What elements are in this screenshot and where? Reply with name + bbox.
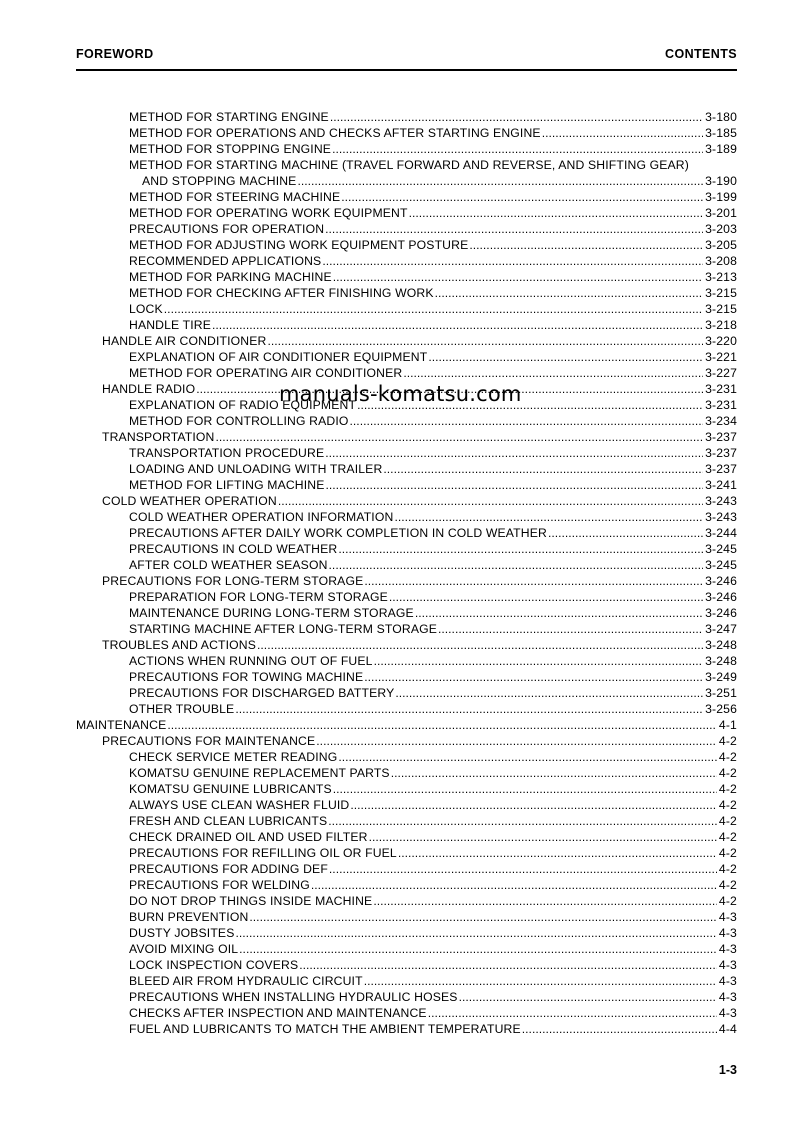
- toc-leader-dots: [333, 781, 717, 797]
- toc-entry-title: METHOD FOR OPERATIONS AND CHECKS AFTER STARTING ENGINE: [129, 126, 541, 140]
- toc-leader-dots: [364, 573, 703, 589]
- toc-entry-page: 3-237: [705, 446, 737, 460]
- toc-leader-dots: [329, 557, 704, 573]
- toc-entry-page: 4-2: [718, 814, 737, 828]
- toc-entry[interactable]: [76, 797, 737, 813]
- toc-entry[interactable]: [76, 221, 737, 237]
- toc-leader-dots: [325, 221, 703, 237]
- toc-entry-page: 3-241: [705, 478, 737, 492]
- toc-leader-dots: [212, 317, 703, 333]
- toc-leader-dots: [332, 141, 703, 157]
- toc-leader-dots: [389, 589, 703, 605]
- toc-entry-title: MAINTENANCE DURING LONG-TERM STORAGE: [129, 606, 414, 620]
- toc-entry-page: 3-244: [705, 526, 737, 540]
- toc-entry[interactable]: [76, 669, 737, 685]
- toc-entry[interactable]: [76, 589, 737, 605]
- toc-leader-dots: [328, 813, 717, 829]
- toc-entry-title: PRECAUTIONS FOR ADDING DEF: [129, 862, 328, 876]
- toc-leader-dots: [428, 349, 703, 365]
- toc-entry[interactable]: [76, 909, 737, 925]
- toc-entry-title: ACTIONS WHEN RUNNING OUT OF FUEL: [129, 654, 373, 668]
- toc-leader-dots: [469, 237, 703, 253]
- toc-leader-dots: [373, 893, 717, 909]
- toc-entry[interactable]: [76, 765, 737, 781]
- toc-entry-page: 3-213: [705, 270, 737, 284]
- toc-entry[interactable]: [76, 173, 737, 189]
- toc-entry-title: PRECAUTIONS FOR OPERATION: [129, 222, 325, 236]
- toc-entry-title: METHOD FOR ADJUSTING WORK EQUIPMENT POSTURE: [129, 238, 469, 252]
- toc-entry-title: CHECK SERVICE METER READING: [129, 750, 338, 764]
- toc-entry-title: AVOID MIXING OIL: [129, 942, 239, 956]
- toc-entry-title: PRECAUTIONS FOR WELDING: [129, 878, 310, 892]
- toc-entry[interactable]: [76, 317, 737, 333]
- toc-leader-dots: [267, 333, 703, 349]
- toc-entry-title: OTHER TROUBLE: [129, 702, 235, 716]
- toc-entry-title: EXPLANATION OF AIR CONDITIONER EQUIPMENT: [129, 350, 428, 364]
- toc-entry-title: AND STOPPING MACHINE: [142, 174, 297, 188]
- toc-entry-title: METHOD FOR STARTING MACHINE (TRAVEL FORWARD AND REVERSE, AND SHIFTING GEAR): [129, 158, 689, 172]
- toc-entry[interactable]: [76, 413, 737, 429]
- watermark-text: manuals-komatsu.com: [279, 382, 522, 406]
- toc-entry[interactable]: [76, 701, 737, 717]
- toc-entry-page: 3-215: [705, 286, 737, 300]
- toc-entry-title: METHOD FOR STARTING ENGINE: [129, 110, 329, 124]
- toc-entry-title: PRECAUTIONS FOR REFILLING OIL OR FUEL: [129, 846, 397, 860]
- toc-leader-dots: [167, 717, 717, 733]
- page-header: [76, 47, 737, 63]
- toc-entry-page: 3-231: [705, 398, 737, 412]
- toc-entry-title: DO NOT DROP THINGS INSIDE MACHINE: [129, 894, 373, 908]
- toc-leader-dots: [364, 669, 703, 685]
- toc-entry[interactable]: [76, 1005, 737, 1021]
- toc-entry-page: 3-221: [705, 350, 737, 364]
- toc-leader-dots: [403, 365, 703, 381]
- toc-entry[interactable]: [76, 205, 737, 221]
- toc-entry-title: METHOD FOR STEERING MACHINE: [129, 190, 341, 204]
- toc-entry[interactable]: [76, 285, 737, 301]
- toc-entry-page: 4-2: [718, 830, 737, 844]
- toc-leader-dots: [235, 701, 703, 717]
- toc-entry-page: 3-249: [705, 670, 737, 684]
- toc-entry-title: TROUBLES AND ACTIONS: [102, 638, 257, 652]
- toc-entry[interactable]: [76, 557, 737, 573]
- toc-leader-dots: [338, 749, 717, 765]
- toc-entry[interactable]: [76, 189, 737, 205]
- toc-entry[interactable]: [76, 717, 737, 733]
- toc-entry-title: CHECKS AFTER INSPECTION AND MAINTENANCE: [129, 1006, 427, 1020]
- toc-entry[interactable]: [76, 877, 737, 893]
- toc-entry-title: PRECAUTIONS WHEN INSTALLING HYDRAULIC HOSES: [129, 990, 458, 1004]
- toc-leader-dots: [329, 861, 717, 877]
- toc-entry-page: 3-215: [705, 302, 737, 316]
- toc-entry-title: METHOD FOR OPERATING AIR CONDITIONER: [129, 366, 403, 380]
- toc-entry-title: METHOD FOR STOPPING ENGINE: [129, 142, 332, 156]
- toc-entry[interactable]: [76, 573, 737, 589]
- toc-leader-dots: [338, 541, 703, 557]
- toc-leader-dots: [383, 461, 703, 477]
- toc-entry-title: PRECAUTIONS FOR LONG-TERM STORAGE: [102, 574, 364, 588]
- toc-leader-dots: [316, 733, 717, 749]
- table-of-contents: [76, 109, 737, 1037]
- toc-entry-title: AFTER COLD WEATHER SEASON: [129, 558, 328, 572]
- toc-leader-dots: [333, 269, 703, 285]
- toc-entry-page: 3-248: [705, 638, 737, 652]
- toc-entry[interactable]: [76, 301, 737, 317]
- toc-entry-page: 3-234: [705, 414, 737, 428]
- toc-entry-page: 3-201: [705, 206, 737, 220]
- toc-leader-dots: [299, 957, 717, 973]
- toc-entry[interactable]: [76, 653, 737, 669]
- toc-entry-title: LOCK INSPECTION COVERS: [129, 958, 299, 972]
- toc-leader-dots: [435, 285, 703, 301]
- toc-leader-dots: [398, 845, 717, 861]
- toc-entry[interactable]: [76, 893, 737, 909]
- toc-leader-dots: [322, 253, 703, 269]
- toc-entry-title: LOADING AND UNLOADING WITH TRAILER: [129, 462, 383, 476]
- toc-entry[interactable]: [76, 781, 737, 797]
- toc-entry[interactable]: [76, 365, 737, 381]
- toc-leader-dots: [350, 797, 717, 813]
- toc-entry[interactable]: [76, 861, 737, 877]
- toc-entry-title: PRECAUTIONS IN COLD WEATHER: [129, 542, 338, 556]
- toc-entry-page: 3-189: [705, 142, 737, 156]
- toc-entry[interactable]: [76, 749, 737, 765]
- toc-leader-dots: [326, 477, 704, 493]
- toc-entry[interactable]: [76, 845, 737, 861]
- toc-entry[interactable]: [76, 237, 737, 253]
- toc-entry-title: CHECK DRAINED OIL AND USED FILTER: [129, 830, 368, 844]
- toc-entry-page: 3-247: [705, 622, 737, 636]
- toc-entry-page: 3-208: [705, 254, 737, 268]
- toc-entry-title: METHOD FOR PARKING MACHINE: [129, 270, 332, 284]
- toc-entry[interactable]: [76, 525, 737, 541]
- toc-entry-page: 3-185: [705, 126, 737, 140]
- toc-leader-dots: [215, 429, 703, 445]
- toc-leader-dots: [330, 109, 703, 125]
- toc-entry-page: 3-199: [705, 190, 737, 204]
- toc-entry-page: 3-245: [705, 558, 737, 572]
- toc-entry-page: 4-3: [718, 990, 737, 1004]
- toc-entry-title: METHOD FOR CHECKING AFTER FINISHING WORK: [129, 286, 434, 300]
- toc-leader-dots: [311, 877, 717, 893]
- toc-entry-page: 4-2: [718, 766, 737, 780]
- toc-entry-title: METHOD FOR LIFTING MACHINE: [129, 478, 325, 492]
- toc-entry[interactable]: [76, 733, 737, 749]
- toc-entry[interactable]: [76, 429, 737, 445]
- toc-entry[interactable]: [76, 637, 737, 653]
- toc-entry-title: BLEED AIR FROM HYDRAULIC CIRCUIT: [129, 974, 363, 988]
- toc-entry-page: 3-237: [705, 462, 737, 476]
- toc-entry-page: 3-220: [705, 334, 737, 348]
- toc-entry-page: 3-227: [705, 366, 737, 380]
- toc-entry-page: 3-243: [705, 494, 737, 508]
- toc-leader-dots: [391, 765, 717, 781]
- toc-entry[interactable]: [76, 445, 737, 461]
- toc-leader-dots: [350, 413, 704, 429]
- toc-leader-dots: [257, 637, 703, 653]
- toc-entry-title: FRESH AND CLEAN LUBRICANTS: [129, 814, 328, 828]
- toc-entry-page: 4-2: [718, 734, 737, 748]
- toc-leader-dots: [325, 445, 703, 461]
- toc-entry-title: BURN PREVENTION: [129, 910, 249, 924]
- toc-leader-dots: [409, 205, 704, 221]
- toc-entry-page: 4-2: [718, 862, 737, 876]
- toc-entry-title: PRECAUTIONS FOR MAINTENANCE: [102, 734, 316, 748]
- toc-entry-title: RECOMMENDED APPLICATIONS: [129, 254, 322, 268]
- toc-leader-dots: [395, 685, 703, 701]
- toc-entry-page: 4-3: [718, 958, 737, 972]
- toc-entry-page: 4-2: [718, 894, 737, 908]
- toc-entry-title: COLD WEATHER OPERATION INFORMATION: [129, 510, 394, 524]
- toc-entry[interactable]: [76, 461, 737, 477]
- toc-entry[interactable]: [76, 973, 737, 989]
- toc-entry-title: KOMATSU GENUINE REPLACEMENT PARTS: [129, 766, 390, 780]
- toc-entry-title: PREPARATION FOR LONG-TERM STORAGE: [129, 590, 388, 604]
- toc-entry[interactable]: [76, 141, 737, 157]
- header-contents-label: CONTENTS: [665, 47, 737, 61]
- toc-leader-dots: [239, 941, 717, 957]
- toc-leader-dots: [364, 973, 717, 989]
- toc-leader-dots: [374, 653, 703, 669]
- toc-entry-page: 3-246: [705, 590, 737, 604]
- toc-entry-title: METHOD FOR CONTROLLING RADIO: [129, 414, 349, 428]
- toc-leader-dots: [394, 509, 703, 525]
- toc-entry-title: ALWAYS USE CLEAN WASHER FLUID: [129, 798, 350, 812]
- toc-entry[interactable]: [76, 621, 737, 637]
- toc-entry[interactable]: [76, 157, 737, 173]
- toc-leader-dots: [542, 125, 703, 141]
- toc-leader-dots: [236, 925, 717, 941]
- toc-entry[interactable]: [76, 829, 737, 845]
- toc-entry-page: 4-3: [718, 910, 737, 924]
- toc-leader-dots: [278, 493, 703, 509]
- toc-entry-page: 3-205: [705, 238, 737, 252]
- toc-entry[interactable]: [76, 957, 737, 973]
- toc-entry[interactable]: [76, 349, 737, 365]
- toc-entry[interactable]: [76, 605, 737, 621]
- toc-leader-dots: [297, 173, 703, 189]
- toc-entry-title: PRECAUTIONS AFTER DAILY WORK COMPLETION IN COLD WEATHER: [129, 526, 547, 540]
- toc-entry-page: 4-2: [718, 846, 737, 860]
- toc-entry[interactable]: [76, 541, 737, 557]
- toc-entry-page: 3-256: [705, 702, 737, 716]
- toc-entry[interactable]: [76, 941, 737, 957]
- toc-entry-page: 4-3: [718, 942, 737, 956]
- toc-leader-dots: [415, 605, 703, 621]
- toc-entry-title: HANDLE TIRE: [129, 318, 212, 332]
- toc-leader-dots: [438, 621, 703, 637]
- toc-entry-page: 3-218: [705, 318, 737, 332]
- toc-entry[interactable]: [76, 493, 737, 509]
- toc-entry[interactable]: [76, 125, 737, 141]
- toc-entry-title: EXPLANATION OF RADIO EQUIPMENT: [129, 398, 357, 412]
- toc-entry-title: METHOD FOR OPERATING WORK EQUIPMENT: [129, 206, 408, 220]
- toc-entry-page: 3-190: [705, 174, 737, 188]
- toc-entry-page: 4-2: [718, 798, 737, 812]
- toc-entry-page: 3-237: [705, 430, 737, 444]
- toc-entry-page: 3-180: [705, 110, 737, 124]
- toc-entry-title: PRECAUTIONS FOR DISCHARGED BATTERY: [129, 686, 395, 700]
- toc-entry-title: MAINTENANCE: [76, 718, 167, 732]
- toc-entry-page: 3-251: [705, 686, 737, 700]
- toc-entry[interactable]: [76, 509, 737, 525]
- header-rule: [76, 69, 737, 71]
- toc-entry[interactable]: [76, 989, 737, 1005]
- toc-leader-dots: [369, 829, 717, 845]
- toc-leader-dots: [249, 909, 717, 925]
- toc-entry-page: 3-245: [705, 542, 737, 556]
- toc-entry-title: STARTING MACHINE AFTER LONG-TERM STORAGE: [129, 622, 438, 636]
- toc-entry-page: 3-246: [705, 606, 737, 620]
- toc-entry-page: 3-231: [705, 382, 737, 396]
- toc-leader-dots: [459, 989, 717, 1005]
- toc-entry-title: KOMATSU GENUINE LUBRICANTS: [129, 782, 332, 796]
- section-title: FOREWORD: [76, 47, 154, 61]
- toc-leader-dots: [428, 1005, 717, 1021]
- toc-entry[interactable]: [76, 925, 737, 941]
- toc-entry-page: 3-248: [705, 654, 737, 668]
- toc-leader-dots: [548, 525, 703, 541]
- toc-entry[interactable]: [76, 333, 737, 349]
- toc-entry[interactable]: [76, 813, 737, 829]
- toc-entry[interactable]: [76, 477, 737, 493]
- toc-entry-title: TRANSPORTATION: [102, 430, 215, 444]
- toc-leader-dots: [522, 1021, 717, 1037]
- toc-entry-title: TRANSPORTATION PROCEDURE: [129, 446, 325, 460]
- toc-entry-page: 4-3: [718, 926, 737, 940]
- toc-entry-page: 4-4: [718, 1022, 737, 1036]
- toc-entry-page: 4-2: [718, 782, 737, 796]
- toc-entry-page: 4-2: [718, 878, 737, 892]
- toc-entry-title: FUEL AND LUBRICANTS TO MATCH THE AMBIENT TEMPERATURE: [129, 1022, 521, 1036]
- toc-entry[interactable]: [76, 269, 737, 285]
- toc-entry-page: 4-2: [718, 750, 737, 764]
- toc-entry-title: HANDLE AIR CONDITIONER: [102, 334, 267, 348]
- page-number: 1-3: [718, 1063, 737, 1077]
- toc-entry-title: HANDLE RADIO: [102, 382, 196, 396]
- toc-entry[interactable]: [76, 253, 737, 269]
- toc-leader-dots: [341, 189, 703, 205]
- toc-entry-title: LOCK: [129, 302, 163, 316]
- toc-entry-page: 4-3: [718, 1006, 737, 1020]
- toc-entry-page: 3-203: [705, 222, 737, 236]
- toc-entry-page: 4-3: [718, 974, 737, 988]
- toc-entry[interactable]: [76, 1021, 737, 1037]
- toc-entry[interactable]: [76, 685, 737, 701]
- toc-entry[interactable]: [76, 109, 737, 125]
- toc-leader-dots: [164, 301, 703, 317]
- toc-entry-page: 3-246: [705, 574, 737, 588]
- toc-entry-page: 4-1: [718, 718, 737, 732]
- toc-entry-title: DUSTY JOBSITES: [129, 926, 235, 940]
- toc-entry-title: PRECAUTIONS FOR TOWING MACHINE: [129, 670, 364, 684]
- toc-entry-title: COLD WEATHER OPERATION: [102, 494, 277, 508]
- toc-entry-page: 3-243: [705, 510, 737, 524]
